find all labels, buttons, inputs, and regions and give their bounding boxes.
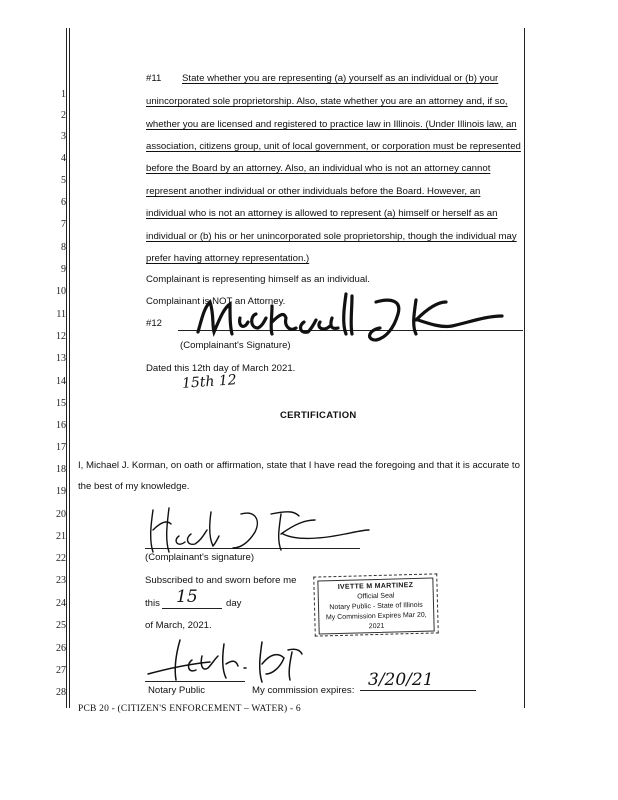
this-label: this [145, 598, 160, 609]
line-number: 17 [56, 442, 66, 453]
subscribed-sworn-statement: Subscribed to and sworn before me [145, 575, 297, 586]
line-number: 15 [56, 398, 66, 409]
handwritten-day: 15 [176, 587, 198, 607]
commission-date-line [360, 690, 476, 691]
notary-signature-line [145, 681, 245, 682]
item-11-line: whether you are licensed and registered to practice law in Illinois. (Under Illinois law, an [146, 119, 517, 130]
left-margin-rule-inner [69, 28, 70, 708]
line-number: 9 [61, 264, 66, 275]
certification-heading: CERTIFICATION [280, 410, 357, 421]
item-12-signature-caption: (Complainant's Signature) [180, 340, 291, 351]
commission-expires-label: My commission expires: [252, 685, 355, 696]
page-footer: PCB 20 - (CITIZEN'S ENFORCEMENT – WATER) - 6 [78, 704, 301, 714]
notary-signature-image [140, 634, 310, 686]
notary-stamp-line: Notary Public - State of Illinois [329, 601, 423, 612]
handwritten-date-correction: 15th 12 [181, 372, 238, 392]
certification-signature-image [145, 500, 375, 558]
right-margin-rule [524, 28, 525, 708]
line-number: 20 [56, 509, 66, 520]
certification-statement-continued: the best of my knowledge. [78, 481, 190, 492]
line-number: 13 [56, 353, 66, 364]
line-number: 14 [56, 376, 66, 387]
item-11-line: individual who is not an attorney is allowed to represent (a) himself or herself as an [146, 208, 498, 219]
certification-signature-caption: (Complainant's signature) [145, 552, 255, 563]
item-11-answer-attorney: Complainant is NOT an Attorney. [146, 296, 286, 307]
line-number: 22 [56, 553, 66, 564]
line-number: 2 [61, 110, 66, 121]
notary-public-label: Notary Public [148, 685, 206, 696]
line-number: 5 [61, 175, 66, 186]
item-11-line: individual or (b) his or her unincorporated sole proprietorship, though the individual may [146, 231, 517, 242]
line-number: 7 [61, 219, 66, 230]
item-11-line: State whether you are representing (a) yourself as an individual or (b) your [182, 73, 499, 84]
item-11-line: association, citizens group, unit of local government, or corporation must be represented [146, 141, 521, 152]
item-11-number: #11 [146, 73, 162, 84]
day-label: day [226, 598, 242, 609]
line-number: 10 [56, 286, 66, 297]
line-number: 3 [61, 131, 66, 142]
line-number: 6 [61, 197, 66, 208]
line-number: 18 [56, 464, 66, 475]
line-number: 12 [56, 331, 66, 342]
item-11-line: before the Board by an attorney. Also, an individual who is not an attorney cannot [146, 163, 491, 174]
of-month-year: of March, 2021. [145, 620, 212, 631]
line-number: 24 [56, 598, 66, 609]
line-number: 19 [56, 486, 66, 497]
item-11-line: represent another individual or other individuals before the Board. However, an [146, 186, 481, 197]
item-11-answer-representation: Complainant is representing himself as an individual. [146, 274, 370, 285]
line-number: 4 [61, 153, 66, 164]
day-blank-line [162, 608, 222, 609]
item-12-dated: Dated this 12th day of March 2021. [146, 363, 296, 374]
item-12-number: #12 [146, 318, 163, 329]
line-number: 28 [56, 687, 66, 698]
notary-stamp-name: IVETTE M MARTINEZ [337, 582, 414, 591]
notary-stamp-line: My Commission Expires Mar 20, 2021 [325, 611, 427, 631]
notary-seal-stamp [313, 573, 439, 636]
line-number: 16 [56, 420, 66, 431]
notary-stamp-line: Official Seal [357, 592, 395, 601]
certification-statement: I, Michael J. Korman, on oath or affirmation, state that I have read the foregoing and that it is accurate to [78, 460, 520, 471]
complainant-signature-image [180, 288, 510, 344]
line-number: 1 [61, 89, 66, 100]
line-number: 27 [56, 665, 66, 676]
line-number: 11 [56, 309, 66, 320]
left-margin-rule [66, 28, 67, 708]
line-number: 26 [56, 643, 66, 654]
line-number: 23 [56, 575, 66, 586]
item-11-line: unincorporated sole proprietorship. Also, state whether you are an attorney and, if so, [146, 96, 508, 107]
item-11-line: prefer having attorney representation.) [146, 253, 310, 264]
line-number: 21 [56, 531, 66, 542]
handwritten-commission-date: 3/20/21 [368, 670, 434, 690]
line-number: 25 [56, 620, 66, 631]
line-number: 8 [61, 242, 66, 253]
